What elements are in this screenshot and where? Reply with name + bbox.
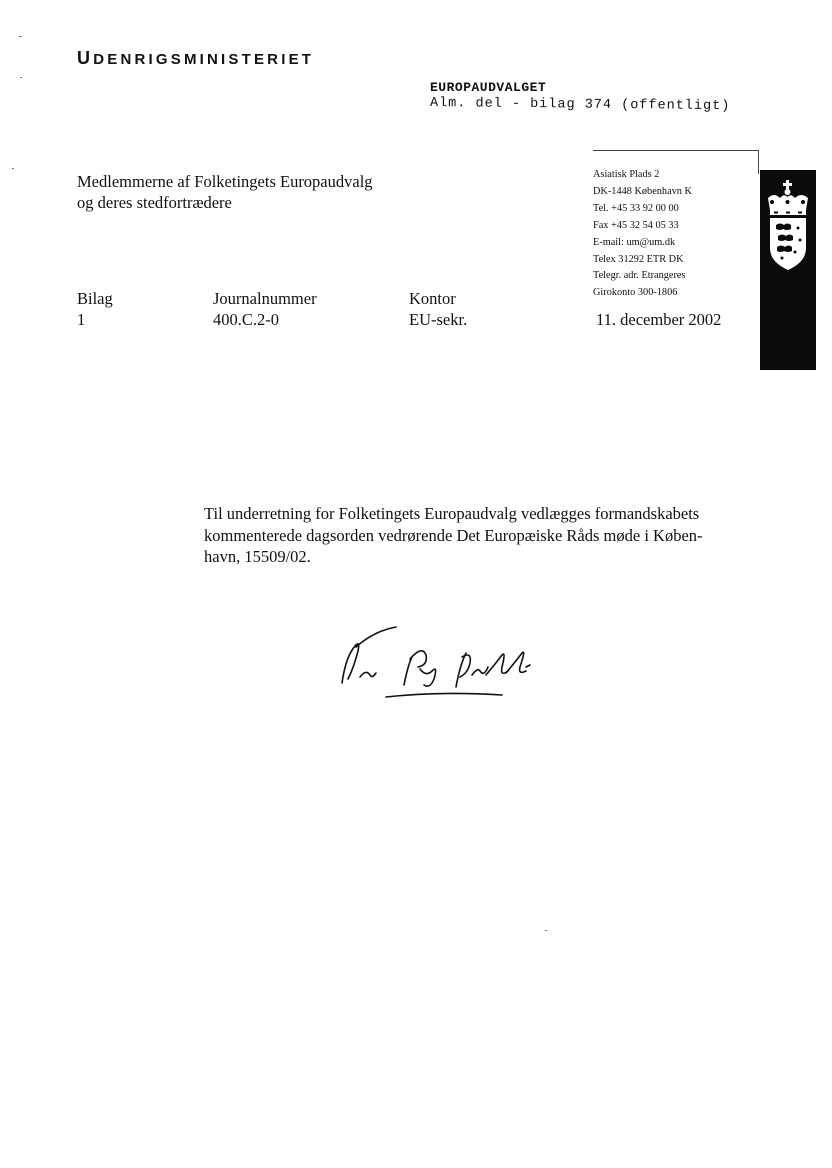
royal-crest-icon	[762, 178, 814, 283]
recipient-line-1: Medlemmerne af Folketingets Europaudvalg	[77, 172, 373, 191]
body-line-2: kommenterede dagsorden vedrørende Det Europæiske Råds møde i Køben-	[204, 525, 703, 545]
ministry-name-initial: U	[77, 48, 94, 68]
ministry-name-rest: DENRIGSMINISTERIET	[93, 51, 315, 68]
address-city: DK-1448 København K	[593, 185, 692, 197]
body-text	[204, 503, 764, 568]
body-line-3: havn, 15509/02.	[204, 547, 311, 566]
handwritten-signature	[330, 615, 550, 720]
recipient-block	[77, 171, 373, 213]
address-fax: Fax +45 32 54 05 33	[593, 219, 679, 231]
bilag-value: 1	[77, 310, 86, 329]
journal-label: Journalnummer	[213, 289, 317, 308]
address-divider-corner	[758, 150, 759, 174]
recipient-line-2: og deres stedfortrædere	[77, 193, 232, 212]
address-street: Asiatisk Plads 2	[593, 169, 660, 180]
address-divider	[593, 150, 758, 151]
stamp-committee: EUROPAUDVALGET	[430, 80, 547, 95]
ministry-name	[77, 48, 314, 69]
letter-date: 11. december 2002	[596, 310, 722, 329]
address-email: E-mail: um@um.dk	[593, 236, 676, 248]
scan-speck	[545, 930, 547, 931]
address-telegram: Telegr. adr. Etrangeres	[593, 270, 686, 282]
scan-speck	[19, 36, 22, 37]
address-giro: Girokonto 300-1806	[593, 287, 678, 299]
address-tel: Tel. +45 33 92 00 00	[593, 202, 679, 214]
bilag-label: Bilag	[77, 289, 113, 308]
scan-speck	[20, 77, 22, 78]
kontor-label: Kontor	[409, 289, 456, 308]
body-line-1: Til underretning for Folketingets Europaudvalg vedlægges formandskabets	[204, 504, 700, 523]
scan-speck	[12, 168, 14, 169]
journal-value: 400.C.2-0	[213, 310, 279, 329]
address-telex: Telex 31292 ETR DK	[593, 253, 684, 265]
address-block	[593, 167, 692, 302]
kontor-value: EU-sekr.	[409, 310, 468, 329]
stamp-reference: Alm. del - bilag 374 (offentligt)	[429, 96, 731, 115]
